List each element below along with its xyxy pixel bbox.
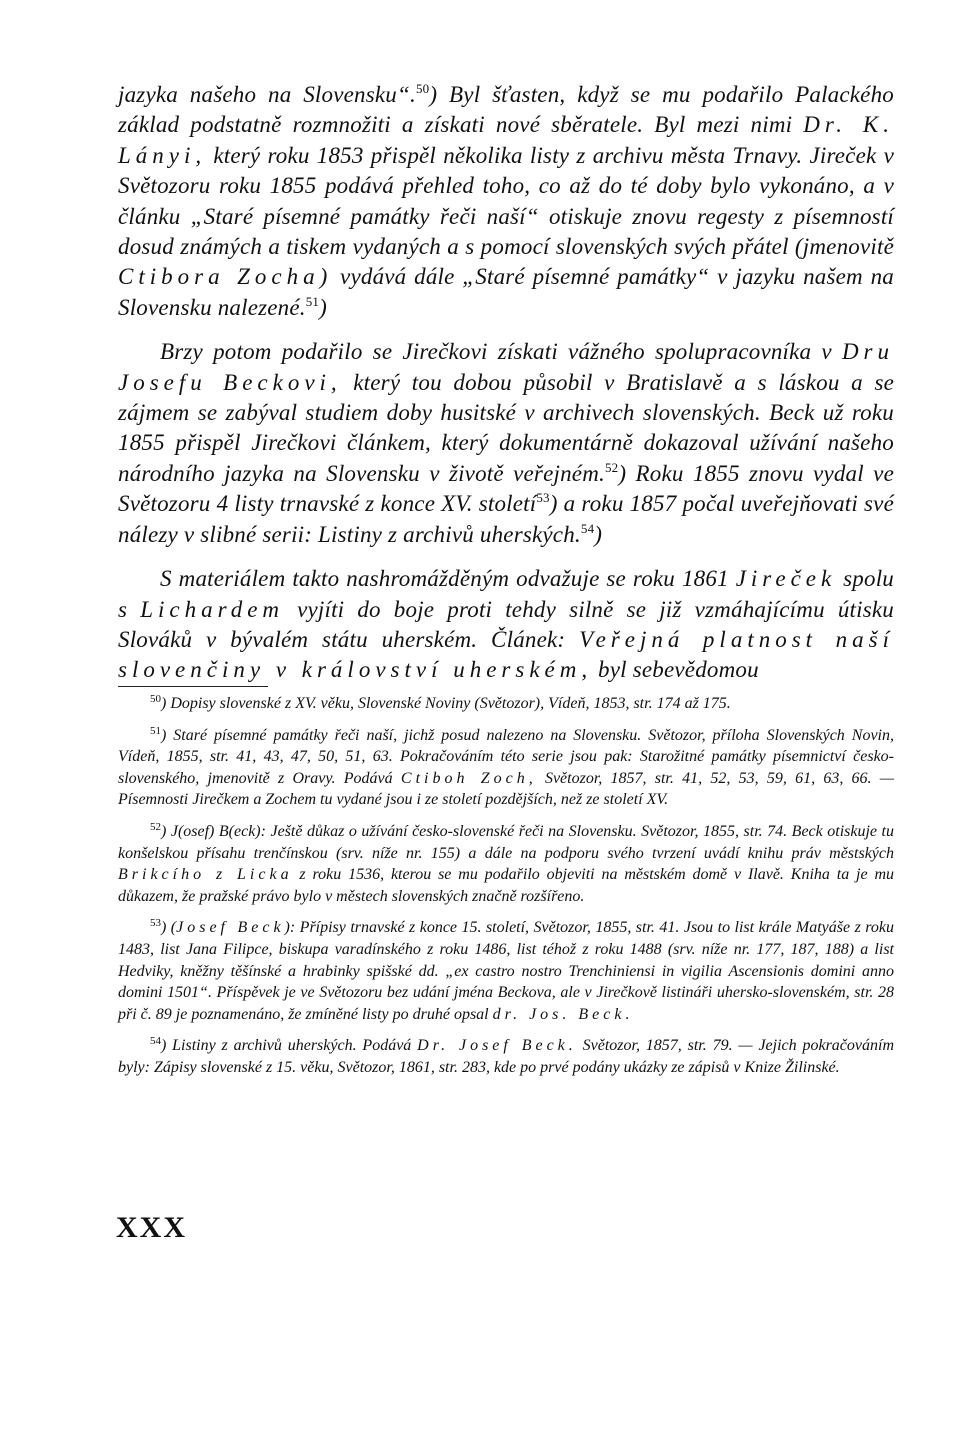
spaced-name: Lichardem xyxy=(140,596,285,622)
footnote-text: Světozor, 1857, str. 41, 52, 53, 59, 61, 63, 66. — Písemnosti Jirečkem a Zochem tu vydané jsou i ze století pozdějších, než ze století XV. xyxy=(118,769,895,809)
text-run: ) xyxy=(319,294,327,320)
footnote-ref-54: 54 xyxy=(580,520,595,536)
text-run: jazyka našeho na Slovensku“. xyxy=(118,82,416,107)
text-run: vydává dále „Staré písemné památky“ v jazyku našem na Slovensku nalezené. xyxy=(118,264,894,320)
spaced-name: Jireček xyxy=(735,566,837,592)
page-number: XXX xyxy=(116,1211,187,1244)
footnote-text: ) Listiny z archivů uherských. Podává xyxy=(161,1037,418,1055)
spaced-name: Josef Beck xyxy=(176,919,285,937)
text-run: ) xyxy=(594,521,603,547)
footnote-number: 51 xyxy=(150,724,161,737)
main-text xyxy=(118,80,894,686)
footnote-text: ) Dopisy slovenské z XV. věku, Slovenské Noviny (Světozor), Vídeň, 1853, str. 174 až 175. xyxy=(161,695,731,712)
text-run: Brzy potom podařilo se Jirečkovi získati vážného spolupracovníka v xyxy=(160,339,842,365)
footnote-51 xyxy=(118,725,894,811)
footnote-number: 50 xyxy=(150,693,161,705)
spaced-name: Dr. K. Lányi, xyxy=(118,112,894,168)
footnote-text: ) J(osef) B(eck): Ještě důkaz o užívání česko-slovenské řeči na Slovensku. Světozor, 1855, str. 74. Beck otiskuje tu konšelskou přísahu trenčínskou (srv. níže nr. 155) a dále na podporu svého tvrzení uvádí knihu práv městských xyxy=(118,822,894,862)
footnote-number: 54 xyxy=(150,1035,161,1048)
footnote-53 xyxy=(118,917,894,1025)
paragraph-3 xyxy=(118,564,894,686)
text-run: který tou dobou působil v Bratislavě a s láskou a se zájmem se zabýval studiem doby husitské v archivech slovenských. Beck už roku 1855 přispěl Jirečkovi článkem, který dokumentárně dokazoval užívání našeho národního jazyka na Slovensku v životě veřejném. xyxy=(118,369,895,486)
spaced-name: Ctibora Zocha) xyxy=(118,264,333,290)
spaced-name: Brikcího z Licka xyxy=(118,866,293,884)
spaced-name: Dru Josefu Beckovi, xyxy=(118,339,894,395)
spaced-name: dr. Jos. Beck. xyxy=(492,1005,634,1023)
spaced-title: Veřejná platnost naší slovenčiny v království uherském, xyxy=(118,626,894,683)
footnote-ref-52: 52 xyxy=(604,459,619,475)
text-run: S materiálem takto nashromážděným odvažuje se roku 1861 xyxy=(160,566,736,592)
footnote-ref-51: 51 xyxy=(305,293,320,309)
footnote-text: z roku 1536, kterou se mu podařilo objeviti na městském domě v Ilavě. Kniha ta je mu důkazem, že pražské právo bylo v městech slovenských značně rozšířeno. xyxy=(118,866,894,905)
paragraph-1 xyxy=(118,80,894,323)
footnote-ref-50: 50 xyxy=(415,81,430,96)
paragraph-2 xyxy=(118,337,894,550)
footnote-52 xyxy=(118,821,894,907)
text-run: ) Byl šťasten, když se mu podařilo Palackého základ podstatně rozmnožiti a získati nové sběratele. Byl mezi nimi xyxy=(118,82,894,138)
text-run: ) Roku 1855 znovu vydal ve Světozoru 4 listy trnavské z konce XV. století xyxy=(118,460,894,517)
footnote-ref-53: 53 xyxy=(536,490,550,506)
spaced-name: Ctiboh Zoch, xyxy=(400,769,537,787)
footnotes xyxy=(118,693,894,1089)
footnote-54 xyxy=(118,1035,894,1078)
text-run: spolu s xyxy=(118,566,894,622)
footnote-number: 52 xyxy=(150,820,161,833)
text-run: byl sebevědomou xyxy=(592,657,759,683)
footnote-50 xyxy=(118,693,894,715)
text-run: který roku 1853 přispěl několika listy z archivu města Trnavy. Jireček v Světozoru roku 1855 podává přehled toho, co až do té doby bylo vykonáno, a v článku „Staré písemné památky řeči naší“ otiskuje znovu regesty z písemností dosud známých a tiskem vydaných a s pomocí slovenských svých přátel (jmenovitě xyxy=(118,142,894,260)
text-run: ) a roku 1857 počal uveřejňovati své nálezy v slibné serii: Listiny z archivů uherských. xyxy=(118,491,894,547)
footnote-text: ): Přípisy trnavské z konce 15. století, Světozor, 1855, str. 41. Jsou to list krále Matyáše z roku 1483, list Jana Filipce, biskupa varadínského z roku 1486, list téhož z roku 1488 (srv. níže nr. 177, 187, 188) a list Hedviky, kněžny těšínské a hrabinky spišské dd. „ex castro nostro Trenchiniensi in vigilia Ascensionis domini anno domini 1501“. Příspěvek je ve Světozoru bez udání jména Beckova, ale v Jirečkově listináři uhersko-slovenském, str. 28 při č. 89 je poznamenáno, že zmíněné listy po druhé opsal xyxy=(118,919,895,1023)
text-run: vyjíti do boje proti tehdy silně se již vzmáhajícímu útisku Slováků v bývalém státu uherském. Článek: xyxy=(118,596,894,652)
footnote-text: Světozor, 1857, str. 79. — Jejich pokračováním byly: Zápisy slovenské z 15. věku, Světozor, 1861, str. 283, kde po prvé podány ukázky ze zápisů v Knize Žilinské. xyxy=(118,1037,895,1076)
footnote-text: ) ( xyxy=(161,919,177,937)
spaced-name: Dr. Josef Beck. xyxy=(417,1037,577,1055)
footnote-text: ) Staré písemné památky řeči naší, jichž posud nalezeno na Slovensku. Světozor, příloha Slovenských Novin, Vídeň, 1855, str. 41, 43, 47, 50, 51, 63. Pokračováním této serie jsou pak: Starožitné památky písemnictví česko-slovenského, jmenovitě z Oravy. Podává xyxy=(118,726,894,787)
footnote-number: 53 xyxy=(150,917,161,930)
footnote-divider xyxy=(118,686,268,687)
